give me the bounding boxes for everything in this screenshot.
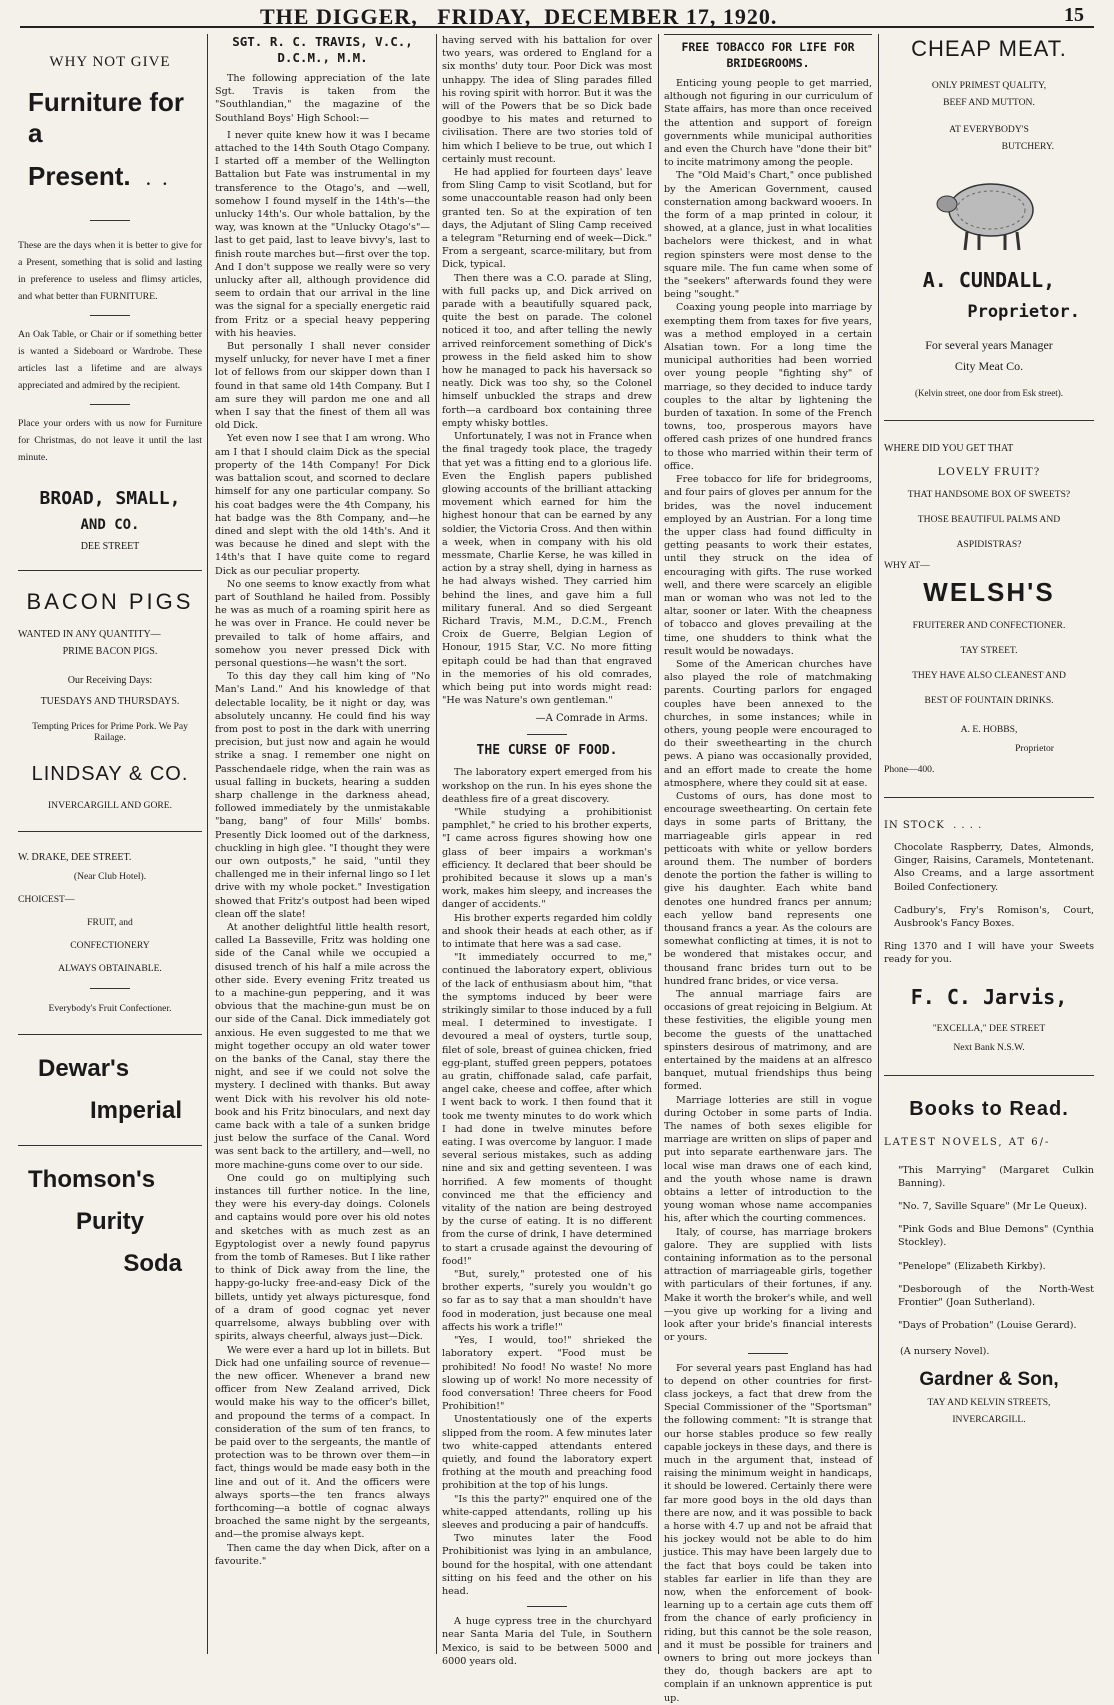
jarvis-address: "EXCELLA," DEE STREET [932,1022,1046,1034]
welsh-phone: Phone—400. [884,764,935,775]
column-curse-of-food [442,34,652,1667]
tobacco-para: Italy, of course, has marriage brokers galore. They are supplied with lists containing information as to the personal attraction of marriageable girls, together with particulars of their fortunes, if any. Make it worth the broker's while, and well—you give up working for a living and look after your bride's financial interests or yours. [664,1226,872,1344]
column-free-tobacco [664,34,872,1704]
drake-l3: CONFECTIONERY [70,940,150,951]
thomson-l3: Soda [123,1250,182,1277]
column-rule [658,34,659,1654]
bacon-title: BACON PIGS [26,589,194,614]
furniture-dots: . . [134,165,168,190]
travis-para: We were ever a hard up lot in billets. But Dick had one unfailing source of revenue—the new officer. Whenever a brand new officer from New Zealand arrived, Dick would make his way to the officer's billet, and propound the terms of a compact. In consideration of the sum of ten francs, to be paid over to the sergeants, the mantle of protection was to be thrown over them—in fact, things would be made easy both in the line and out of it. And the officers were always sports—the ten francs always forthcoming—a bottle of cognac always broached the same night by the sergeants, and—the promise always kept. [215,1344,430,1541]
divider [18,1145,202,1146]
welsh-name: WELSH'S [923,577,1055,607]
jarvis-next: Next Bank N.S.W. [953,1041,1025,1053]
welsh-l4: THOSE BEAUTIFUL PALMS AND [917,514,1061,525]
curse-para: "But, surely," protested one of his brother experts, "surely you wouldn't go so far as to say that a man shouldn't have food in moderation, just because one meal affects his work a trifle!" [442,1269,652,1333]
drake-near: (Near Club Hotel). [73,871,147,882]
column-rule [207,34,208,1654]
thomson-l2: Purity [75,1208,144,1235]
column-ads-left [18,34,202,1654]
curse-para: "Is this the party?" enquired one of the white-capped attendants, rolling up his sleeves and producing a pair of handcuffs. [442,1493,652,1531]
welsh-prop: A. E. HOBBS, [960,724,1018,735]
divider [18,570,202,571]
jockeys-para: For several years past England has had to depend on other countries for first-class jockeys, a fact that drew from the Special Commissioner of the "Sportsman" the following comment: "It is strange that our horse stables produce so few really capable jockeys in these days, and there is much in the argument that, instead of raising the minimum weight in handicaps, it should be lowered. Certainly there were far more good boys in the old days than there are now, and it was possible to back a horse with 4.7 up and not be afraid that his jockey would not be able to do him justice. This may have been largely due to the fact that boys could be taken into stables far earlier in life than they are now, when the enforcement of book-learning up to a certain age cuts them off from the chance of early proficiency in riding, but this cannot be the sole reason, and it must be possible for trainers and owners to bring out more jockeys than they do, though backers are apt to complain if an unknown apprentice is put up. [664,1362,872,1704]
meat-address: (Kelvin street, one door from Esk street). [915,388,1063,398]
books-town: INVERCARGILL. [952,1414,1026,1426]
travis-para: One could go on multiplying such instances till further notice. In the line, they were his every-day doings. Colonels and captains would pore over his old notes and sketches with as much zest as an Egyptologist over a newly found papyrus from the tomb of Rameses. But I like rather to think of Dick away from the line, the happy-go-lucky free-and-easy Dick of the billets, untidy yet always picturesque, fond of a dram of good cognac yet never quarrelsome, always bubbling over with spirits, always cheerful, always just—Dick. [215,1172,430,1343]
book-item: "Pink Gods and Blue Demons" (Cynthia Stockley). [898,1224,1094,1249]
bacon-days: TUESDAYS AND THURSDAYS. [40,696,180,707]
divider [884,1075,1094,1076]
thomson-ad [18,1166,202,1278]
travis-para: To this day they call him king of "No Man's Land." And his knowledge of that delectable locality, be it night or day, was absolutely uncanny. He could find his way from post to post in the dark with unerring precision, but just now and again he would strike a snag. I remember one night on Passchendaele ridge, when the rain was as usual falling in buckets, hearing a sudden sharp challenge in the darkness ahead, followed immediately by the unmistakable "bang, bang" of four Mills' bombs. Presently Dick loomed out of the darkness, chuckling in high glee. "I thought they were our own outposts," he said, "until they challenged me in their infernal lingo so I let drive with my whole pocket." Investigation showed that Fritz's outpost had been wiped clean off the slate! [215,671,430,920]
divider [748,1353,788,1354]
furniture-present: Present. [28,161,131,191]
travis-para: The following appreciation of the late Sgt. Travis is taken from the "Southlandian," the magazine of the Southland Boys' High School:— [215,73,430,124]
divider [18,1034,202,1035]
welsh-l2: LOVELY FRUIT? [937,464,1041,478]
curse-para: Two minutes later the Food Prohibitionist was lying in an ambulance, bound for the hospital, with one attendant sitting on his feed and the other on his head. [442,1533,652,1597]
furniture-ad [18,34,202,552]
divider [884,420,1094,421]
divider [884,797,1094,798]
dewars-ad [18,1055,202,1125]
books-title: Books to Read. [909,1097,1069,1120]
travis-para: Yet even now I see that I am wrong. Who am I that I should claim Dick as the special property of the 14th Company! For Dick was battalion scout, and scorned to declare himself for any one particular company. So his coat badges were the 4th Company, his hat badge was the 8th Company, and—he dined and slept with the old 14th's. And it was because he dined and slept with the 14th's that I have quite come to regard Dick as our peculiar property. [215,433,430,577]
jarvis-ad [884,820,1094,1053]
meat-l1: ONLY PRIMEST QUALITY, [931,80,1047,91]
travis-cont-para: Unfortunately, I was not in France when the final tragedy took place, the tragedy that yet was a fitting end to a glorious life. Even the English papers published glowing accounts of the brilliant attacking movement which earned for him the highest honour that can be earned by any soldier, the Victoria Cross. And then within a week, when in company with his old messmate, Charlie Kerse, he was killed in action by a stray shell, dying in harness as he had always wished. They carried him behind the lines, and gave him a full military funeral. And so died Sergeant Richard Travis, M.M., D.C.M., French Croix de Guerre, Belgian Legion of Honour, 1915 Star, V.C. No more fitting epitaph could be had than that engraved in the memories of his old comrades, which being put into words might read: "He was Nature's own gentleman." [442,431,652,707]
welsh-l9: THEY HAVE ALSO CLEANEST AND [912,670,1066,681]
book-item: "Days of Probation" (Louise Gerard). [898,1320,1077,1332]
meat-title: CHEAP MEAT. [911,36,1067,61]
sheep-icon [929,166,1049,254]
bacon-firm: LINDSAY & CO. [31,763,189,785]
travis-para: No one seems to know exactly from what part of Southland he hailed from. Possibly he was as much of a roaming spirit here as he was over in France. He could never be prevailed to talk of home affairs, and somehow you never pressed Dick with personal questions—he wasn't the sort. [215,578,430,669]
furniture-firm-co: AND CO. [80,517,140,533]
welsh-l5: ASPIDISTRAS? [956,539,1022,550]
bacon-wanted: WANTED IN ANY QUANTITY— [18,629,161,640]
curse-heading: THE CURSE OF FOOD. [476,743,618,759]
meat-name: A. CUNDALL, [922,268,1056,292]
column-rule [436,34,437,1654]
furniture-title: Furniture for a [28,87,184,148]
welsh-l6: WHY AT— [884,560,930,571]
furniture-text-2: An Oak Table, or Chair or if something better is wanted a Sideboard or Wardrobe. These articles last a lifetime and are always appreciated and admired by the recipient. [18,329,202,391]
travis-para: I never quite knew how it was I became attached to the 14th South Otago Company. I started off a member of the Wellington Battalion but Fate was instrumental in my transference to the Otago's, and —well, somehow I found myself in the 14th's—the unlucky 14th's. Our whole battalion, by the way, was known at the "Unlucky Otago's"—last to get paid, last to leave bivvy's, last to finish route marches but—first over the top. And I don't suppose we really were so very unlucky after all, although providence did seem to ordain that our arrival in the line was the signal for a specially energetic raid from Fritz or a special heavy peppering with his heavies. [215,129,430,339]
books-latest: LATEST NOVELS, AT 6/- [884,1136,1051,1148]
thomson-l1: Thomson's [28,1166,156,1193]
meat-role: Proprietor. [967,302,1080,322]
welsh-l8: TAY STREET. [960,645,1018,656]
drake-l4: ALWAYS OBTAINABLE. [58,963,162,974]
drake-l2: FRUIT, and [87,917,133,928]
drake-l1: CHOICEST— [18,894,75,905]
travis-signature: —A Comrade in Arms. [535,713,648,725]
drake-name: W. DRAKE, DEE STREET. [18,852,132,863]
furniture-text-1: These are the days when it is better to give for a Present, something that is solid and lasting in preference to useless and flimsy articles, and what better than FURNITURE. [18,240,202,302]
masthead [20,4,1094,28]
books-firm: Gardner & Son, [919,1369,1059,1391]
book-item: "No. 7, Saville Square" (Mr Le Queux). [898,1201,1088,1213]
tobacco-para: Enticing young people to get married, although not figuring in our curriculum of State affairs, has more than once received the attention and support of foreign governments while municipal authorities and even the Church have "done their bit" to incite matrimony among the people. [664,78,872,169]
travis-cont-para: having served with his battalion for over two years, was ordered to England for a six months' duty tour. Poor Dick was most unhappy. The idea of Sling parades filled his roving spirit with horror. But it was the will of the Powers that be so Dick bade goodbye to his mates and returned to civilisation. There are two stories told of him which I believe to be true, out which I certainly must recount. [442,35,652,165]
curse-para: His brother experts regarded him coldly and shook their heads at each other, as if to intimate that here was a sad case. [442,912,652,950]
tobacco-para: Marriage lotteries are still in vogue during October in some parts of India. The names of both sexes eligible for marriage are written on slips of paper and put into separate earthenware jars. The local wise man draws one of each kind, and the youth whose name is drawn obtains a letter of introduction to the young woman whose name accompanies his, after which the courting commences. [664,1094,872,1225]
travis-para: Then came the day when Dick, after on a favourite." [215,1542,430,1567]
page-number: 15 [1064,4,1084,26]
travis-continued [442,34,652,707]
tobacco-body [664,77,872,1705]
curse-para: Unostentatiously one of the experts slipped from the room. A few minutes later two white-capped attendants entered quietly, and found the laboratory expert frothing at the mouth and preaching food prohibition at the top of his lungs. [442,1414,652,1492]
dewars-l1: Dewar's [38,1055,130,1082]
welsh-l10: BEST OF FOUNTAIN DRINKS. [924,695,1054,706]
stock-text-1: Chocolate Raspberry, Dates, Almonds, Ginger, Raisins, Caramels, Montetenant. Also Creams, and a large assortment Boiled Confectionery. [894,842,1094,893]
divider [527,1606,567,1607]
divider [90,988,130,989]
meat-former: For several years Manager [925,338,1053,352]
tobacco-para: Coaxing young people into marriage by exempting them from taxes for five years, was a method employed in a certain Alsatian town. For a long time the municipal authorities had been worried over young people "fighting shy" of marriage, so they decided to induce tardy couples to the altar by lightening the burden of taxation. In some of the French towns, too, prosperous mayors have offered cash prizes of one hundred francs to those who married within their term of office. [664,302,872,472]
welsh-l7: FRUITERER AND CONFECTIONER. [912,620,1066,631]
stock-text-3: Ring 1370 and I will have your Sweets ready for you. [884,941,1094,966]
books-ad [884,1098,1094,1426]
travis-para: At another delightful little health resort, called La Basseville, Fritz was holding one side of the Canal while we occupied a disused trench of his half a mile across the other side. Every evening Fritz treated us to a machine-gun peppering, and it was obvious that the machine-gun must be on our side of the Canal. Dick immediately got anxious. He even suggested to me that we might together occupy an old water tower on the banks of the Canal, stay there the night, and see if we could not solve the mystery. I declined with thanks. But away went Dick with his revolver his old note-book and his Fritz binoculars, and next day came back with a tale of a sunken bridge just below the surface of the Canal. Word was sent back to the artillery, and—well, no more machine-guns come over to our side. [215,922,430,1171]
welsh-l3: THAT HANDSOME BOX OF SWEETS? [907,489,1071,500]
welsh-ad [884,443,1094,775]
book-item: "This Marrying" (Margaret Culkin Banning). [898,1164,1094,1189]
book-item: "Penelope" (Elizabeth Kirkby). [898,1260,1046,1272]
column-rule [878,34,879,1654]
travis-heading: SGT. R. C. TRAVIS, V.C., D.C.M., M.M. [232,34,413,65]
furniture-firm: BROAD, SMALL, [39,488,181,509]
masthead-title: THE DIGGER, FRIDAY, DECEMBER 17, 1920. [260,4,778,29]
divider [527,734,567,735]
dewars-l2: Imperial [89,1097,182,1124]
furniture-street: DEE STREET [80,541,140,552]
furniture-why: WHY NOT GIVE [49,54,171,70]
bacon-prices: Tempting Prices for Prime Pork. We Pay Railage. [32,721,188,743]
column-travis [215,34,430,1654]
bacon-days-label: Our Receiving Days: [67,675,153,686]
bacon-prime: PRIME BACON PIGS. [62,646,158,657]
divider [90,220,130,221]
tobacco-para: Free tobacco for life for bridegrooms, and four pairs of gloves per annum for the brides, was the novel inducement employed by an Austrian. For a long time the upper class had found difficulty in getting peasants to work their estates, until they struck on the idea of encouraging with gifts. The ruse worked well, and there were scarcely an eligible man or woman who was not led to the altar, sooner or later. With the cheapness of tobacco and gloves prevailing at the time, one shudders to think what the result would be nowadays. [664,474,872,657]
travis-cont-para: He had applied for fourteen days' leave from Sling Camp to visit Scotland, but for some unaccountable reason had only been granted ten. So at the expiration of ten days, the Adjutant of Sling Camp received a telegram "Returning end of week—Dick." From a sergeant, scarce-military, but from Dick, typical. [442,167,652,271]
drake-ad [18,852,202,1014]
meat-ad [884,36,1094,398]
drake-foot: Everybody's Fruit Confectioner. [48,1003,172,1014]
travis-body [215,72,430,1568]
divider [90,404,130,405]
meat-l3: AT EVERYBODY'S [949,124,1029,135]
cypress-note: A huge cypress tree in the churchyard near Santa Maria del Tule, in Southern Mexico, is said to be between 5000 and 6000 years old. [442,1616,652,1667]
curse-body [442,766,652,1668]
travis-para: But personally I shall never consider myself unlucky, for never have I met a finer lot of fellows from our skipper down than I found in that same old 14th Company. But I am sure they will pardon me one and all when I say that the finest of them all was old Dick. [215,341,430,432]
meat-l2: BEEF AND MUTTON. [943,97,1035,108]
stock-head: IN STOCK . . . . [884,820,983,831]
divider [18,831,202,832]
curse-para: The laboratory expert emerged from his workshop on the run. In his eyes shone the deathless fire of a great discovery. [442,767,652,805]
books-address: TAY AND KELVIN STREETS, [927,1397,1051,1409]
travis-cont-para: Then there was a C.O. parade at Sling, with full packs up, and Dick arrived on parade with a beautifully squared pack, quite the best on parade. The colonel noticed it too, and after telling the newly arrived reinforcement something of Dick's prowess in the field asked him to show how he managed to pack his haversack so neatly. Dick was too shy, so the Colonel himself unbuckled the straps and drew forth—a cardboard box containing three empty whisky bottles. [442,272,652,429]
books-nursery: (A nursery Novel). [900,1346,990,1358]
column-ads-right [884,34,1094,1654]
curse-para: "While studying a prohibitionist pamphlet," he cried to his brother experts, "I came across figures showing how one glass of beer impairs a workman's efficiency. It declared that beer should be prohibited because it slows up a man's work, makes him sleepy, and increases the danger of accidents." [442,806,652,911]
tobacco-para: Customs of ours, has done most to encourage sweethearting. On certain fete days in some parts of Brittany, the marriageable girls appear in red petticoats with white or yellow borders around them. The number of borders denote the portion the father is willing to give his daughter. Each white band denotes one hundred francs per annum; each yellow band represents one thousand francs a year. As the colours are somewhat conflicting at times, it is not to be wondered that mistakes occur, and thousand franc brides turn out to be hundred franc brides, or vice versa. [664,790,872,987]
tobacco-para: Some of the American churches have also played the role of matchmaking parents. Courting parlors for engaged couples have been annexed to the churches, in some instances; while in others, young people were encouraged to do their sweethearting in the church pews. A piano was occasionally provided, and an effort made to create the home atmosphere, where they could sit at ease. [664,658,872,789]
welsh-l1: WHERE DID YOU GET THAT [884,443,1014,454]
bacon-place: INVERCARGILL AND GORE. [47,800,173,811]
meat-l4: BUTCHERY. [1001,141,1054,152]
jarvis-name: F. C. Jarvis, [910,984,1068,1009]
tobacco-para: The "Old Maid's Chart," once published by the American Government, caused consternation among backward wooers. In the form of a map printed in colour, it showed, at a glance, just in what localities bachelors were thickest, and in what region spinsters were most dense to the square mile. The fun came when some of the "seekers" afterwards found they were being "sought." [664,170,872,301]
curse-para: "Yes, I would, too!" shrieked the laboratory expert. "Food must be prohibited! No food! No waste! No more slowing up of work! No more necessity of food conversation! Three cheers for Food Prohibition!" [442,1335,652,1413]
tobacco-para: The annual marriage fairs are occasions of great rejoicing in Belgium. At these festivities, the eligible young men become the guests of the unattached spinsters desirous of matrimony, and are entertained by the maidens at an alfresco banquet, mutual friendships thus being formed. [664,989,872,1093]
bacon-ad [18,589,202,811]
curse-para: "It immediately occurred to me," continued the laboratory expert, oblivious of the lack of enthusiasm about him, "that the symptoms induced by beer were strikingly similar to those induced by a full meal. I determined to investigate. I devoured a meal of oysters, turtle soup, filet of sole, breast of guinea chicken, fried egg-plant, stuffed green peppers, potatoes au gratin, chiffonade salad, cafe parfait, angel cake, cheese and coffee, after which I went back to work. I then found that it took me twenty minutes to do work which I had done in twelve minutes before eating. I was overcome by languor. I made several serious mistakes, such as adding nine and six and getting seventeen. I was horrified. A few moments of thought convinced me that the efficiency and vitality of the nation are being destroyed by the curse of eating. It is no different from the curse of drink, I have determined to start a crusade against the devouring of food!" [442,952,652,1267]
furniture-text-3: Place your orders with us now for Furniture for Christmas, do not leave it until the last minute. [18,418,202,463]
book-item: "Desborough of the North-West Frontier" (Joan Sutherland). [898,1283,1094,1309]
welsh-prop-role: Proprietor [1015,743,1054,754]
tobacco-heading: FREE TOBACCO FOR LIFE FOR BRIDEGROOMS. [664,34,872,71]
stock-text-2: Cadbury's, Fry's Romison's, Court, Ausbrook's Fancy Boxes. [894,904,1094,930]
meat-former-co: City Meat Co. [954,359,1024,373]
divider [90,315,130,316]
